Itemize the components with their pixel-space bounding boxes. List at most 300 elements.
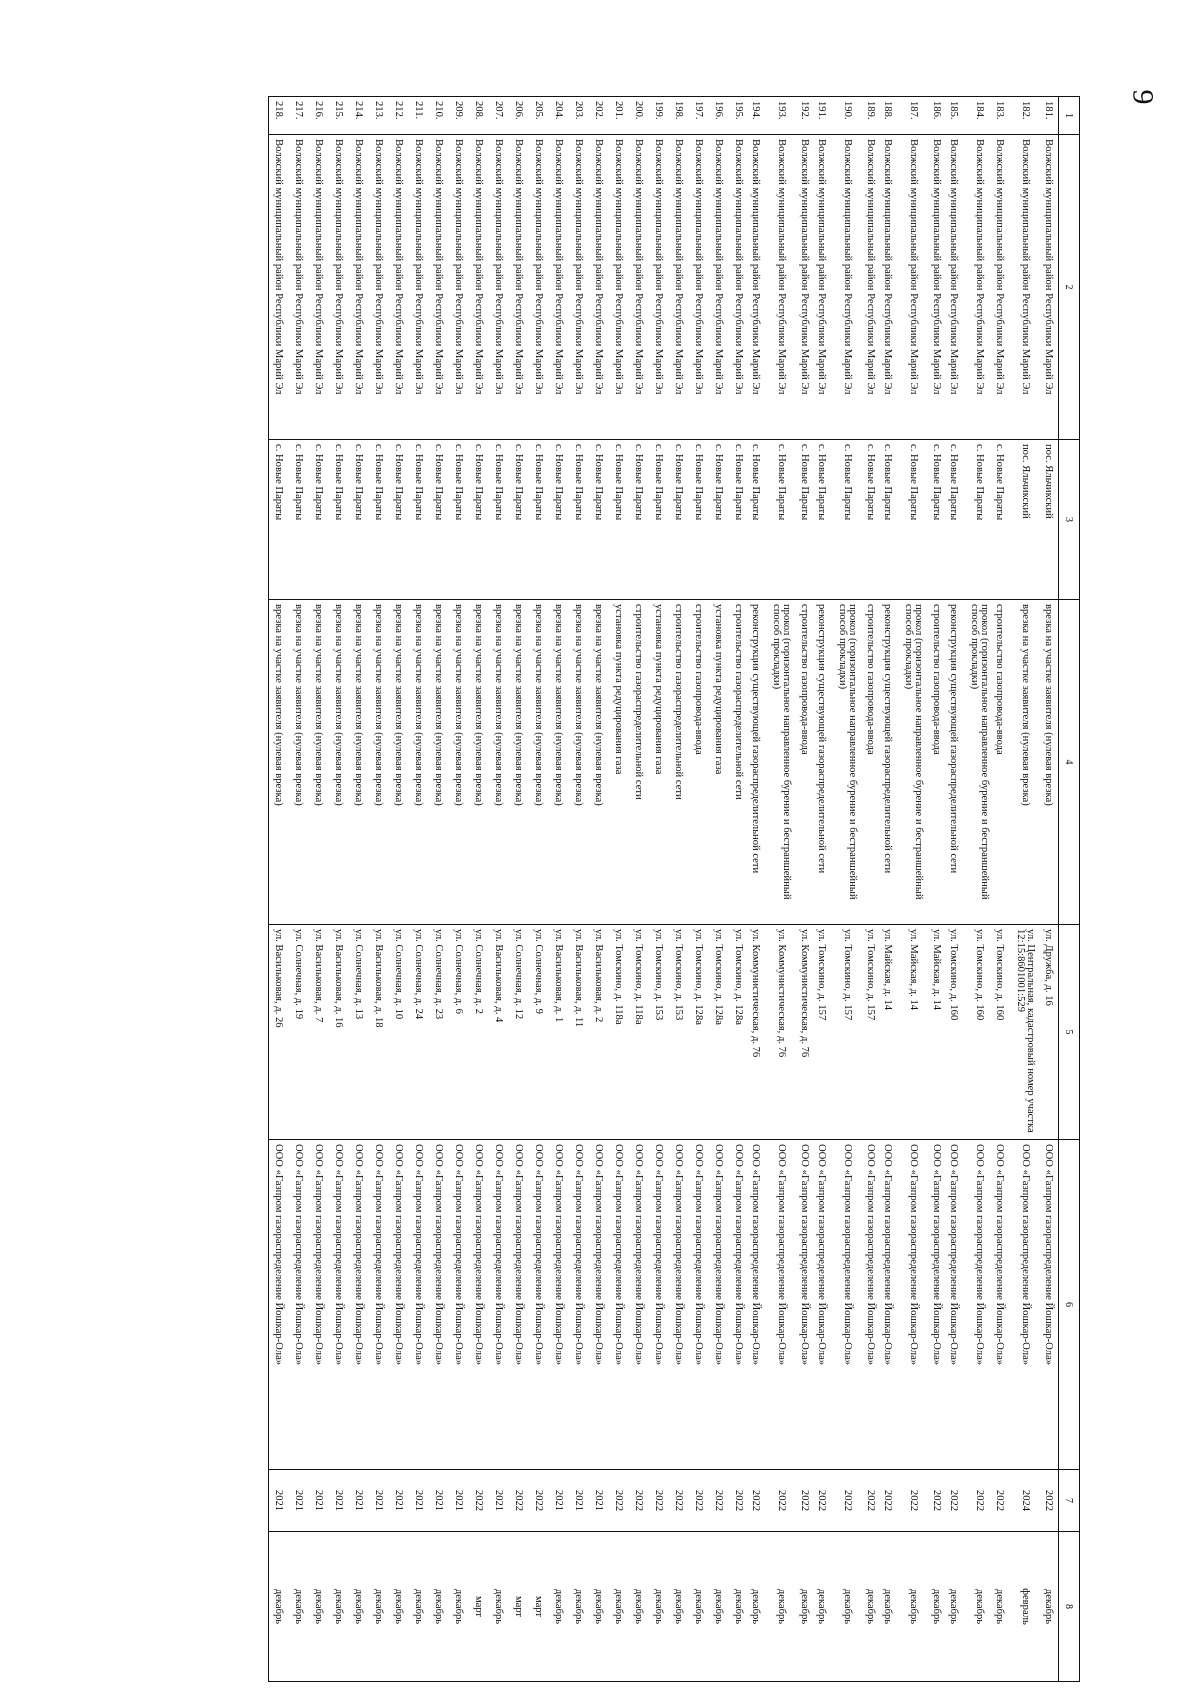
district-cell: Волжский муниципальный район Республики Марий Эл	[349, 135, 369, 440]
row-number-cell: 198.	[669, 97, 689, 135]
row-number-cell: 208.	[469, 97, 489, 135]
year-cell: 2021	[389, 1470, 409, 1532]
work-type-cell: врезка на участке заявителя (нулевая врезка)	[529, 600, 549, 925]
work-type-cell: строительство газораспределительной сети	[669, 600, 689, 925]
work-type-cell: строительство газораспределительной сети	[629, 600, 649, 925]
year-cell: 2022	[469, 1470, 489, 1532]
column-header: 4	[1059, 600, 1080, 925]
table-row	[409, 97, 429, 1682]
address-cell: ул. Солнечная, д. 10	[389, 925, 409, 1140]
address-cell: ул. Томскино, д. 160	[993, 925, 1013, 1140]
organization-cell: ООО «Газпром газораспределение Йошкар-Ола»	[927, 1140, 947, 1470]
table-row	[549, 97, 569, 1682]
address-cell: ул. Томскино, д. 160	[947, 925, 967, 1140]
year-cell: 2021	[549, 1470, 569, 1532]
table-row	[947, 97, 967, 1682]
month-cell: декабрь	[901, 1532, 927, 1682]
month-cell: декабрь	[549, 1532, 569, 1682]
month-cell: декабрь	[993, 1532, 1013, 1682]
row-number-cell: 211.	[409, 97, 429, 135]
year-cell: 2022	[769, 1470, 795, 1532]
settlement-cell: с. Новые Параты	[409, 440, 429, 600]
address-cell: ул. Солнечная, д. 9	[529, 925, 549, 1140]
work-type-cell: врезка на участке заявителя (нулевая врезка)	[549, 600, 569, 925]
district-cell: Волжский муниципальный район Республики Марий Эл	[509, 135, 529, 440]
year-cell: 2021	[309, 1470, 329, 1532]
district-cell: Волжский муниципальный район Республики Марий Эл	[369, 135, 389, 440]
table-row	[429, 97, 449, 1682]
address-cell: ул. Солнечная, д. 12	[509, 925, 529, 1140]
work-type-cell: установка пункта редуцирования газа	[709, 600, 729, 925]
settlement-cell: с. Новые Параты	[569, 440, 589, 600]
address-cell: ул. Томскино, д. 157	[835, 925, 861, 1140]
settlement-cell: с. Новые Параты	[349, 440, 369, 600]
address-cell: ул. Васильковая, д. 11	[569, 925, 589, 1140]
table-row	[901, 97, 927, 1682]
month-cell: декабрь	[369, 1532, 389, 1682]
year-cell: 2021	[329, 1470, 349, 1532]
work-type-cell: строительство газопровода-ввода	[861, 600, 881, 925]
settlement-cell: с. Новые Параты	[901, 440, 927, 600]
year-cell: 2022	[609, 1470, 629, 1532]
address-cell: ул. Томскино, д. 128а	[729, 925, 749, 1140]
page-number: 9	[1126, 89, 1160, 105]
organization-cell: ООО «Газпром газораспределение Йошкар-Ола»	[389, 1140, 409, 1470]
organization-cell: ООО «Газпром газораспределение Йошкар-Ола»	[429, 1140, 449, 1470]
work-type-cell: врезка на участке заявителя (нулевая врезка)	[309, 600, 329, 925]
year-cell: 2022	[729, 1470, 749, 1532]
month-cell: декабрь	[927, 1532, 947, 1682]
settlement-cell: с. Новые Параты	[649, 440, 669, 600]
organization-cell: ООО «Газпром газораспределение Йошкар-Ола»	[1039, 1140, 1059, 1470]
month-cell: декабрь	[669, 1532, 689, 1682]
row-number-cell: 206.	[509, 97, 529, 135]
district-cell: Волжский муниципальный район Республики Марий Эл	[389, 135, 409, 440]
district-cell: Волжский муниципальный район Республики Марий Эл	[289, 135, 309, 440]
table-row	[369, 97, 389, 1682]
organization-cell: ООО «Газпром газораспределение Йошкар-Ола»	[449, 1140, 469, 1470]
work-type-cell: установка пункта редуцирования газа	[649, 600, 669, 925]
district-cell: Волжский муниципальный район Республики Марий Эл	[967, 135, 993, 440]
settlement-cell: с. Новые Параты	[927, 440, 947, 600]
district-cell: Волжский муниципальный район Республики Марий Эл	[1013, 135, 1039, 440]
work-type-cell: прокол (горизонтальное направленное бурение и бестраншейный способ прокладки)	[967, 600, 993, 925]
address-cell: ул. Коммунистическая, д. 76	[769, 925, 795, 1140]
row-number-cell: 195.	[729, 97, 749, 135]
year-cell: 2022	[709, 1470, 729, 1532]
month-cell: декабрь	[429, 1532, 449, 1682]
table-header-row	[1059, 97, 1080, 1682]
address-cell: ул. Томскино, д. 157	[861, 925, 881, 1140]
year-cell: 2021	[369, 1470, 389, 1532]
table-row	[309, 97, 329, 1682]
district-cell: Волжский муниципальный район Республики Марий Эл	[901, 135, 927, 440]
organization-cell: ООО «Газпром газораспределение Йошкар-Ола»	[749, 1140, 769, 1470]
organization-cell: ООО «Газпром газораспределение Йошкар-Ола»	[649, 1140, 669, 1470]
row-number-cell: 189.	[861, 97, 881, 135]
table-row	[749, 97, 769, 1682]
table-row	[589, 97, 609, 1682]
month-cell: март	[529, 1532, 549, 1682]
row-number-cell: 215.	[329, 97, 349, 135]
month-cell: декабрь	[409, 1532, 429, 1682]
row-number-cell: 181.	[1039, 97, 1059, 135]
year-cell: 2022	[861, 1470, 881, 1532]
work-type-cell: строительство газопровода-ввода	[795, 600, 815, 925]
settlement-cell: с. Новые Параты	[449, 440, 469, 600]
organization-cell: ООО «Газпром газораспределение Йошкар-Ола»	[881, 1140, 901, 1470]
settlement-cell: пос. Яльчикский	[1013, 440, 1039, 600]
month-cell: декабрь	[795, 1532, 815, 1682]
settlement-cell: с. Новые Параты	[329, 440, 349, 600]
row-number-cell: 210.	[429, 97, 449, 135]
table-row	[289, 97, 309, 1682]
table-row	[1039, 97, 1059, 1682]
organization-cell: ООО «Газпром газораспределение Йошкар-Ола»	[709, 1140, 729, 1470]
organization-cell: ООО «Газпром газораспределение Йошкар-Ола»	[815, 1140, 835, 1470]
address-cell: ул. Томскино, д. 118а	[609, 925, 629, 1140]
table-row	[769, 97, 795, 1682]
table-row	[489, 97, 509, 1682]
month-cell: декабрь	[769, 1532, 795, 1682]
district-cell: Волжский муниципальный район Республики Марий Эл	[449, 135, 469, 440]
table-row	[269, 97, 289, 1682]
month-cell: февраль	[1013, 1532, 1039, 1682]
settlement-cell: с. Новые Параты	[429, 440, 449, 600]
settlement-cell: с. Новые Параты	[389, 440, 409, 600]
district-cell: Волжский муниципальный район Республики Марий Эл	[729, 135, 749, 440]
month-cell: декабрь	[1039, 1532, 1059, 1682]
address-cell: ул. Майская, д. 14	[901, 925, 927, 1140]
month-cell: декабрь	[709, 1532, 729, 1682]
year-cell: 2021	[289, 1470, 309, 1532]
settlement-cell: с. Новые Параты	[749, 440, 769, 600]
row-number-cell: 209.	[449, 97, 469, 135]
month-cell: декабрь	[309, 1532, 329, 1682]
address-cell: ул. Солнечная, д. 24	[409, 925, 429, 1140]
organization-cell: ООО «Газпром газораспределение Йошкар-Ола»	[729, 1140, 749, 1470]
settlement-cell: с. Новые Параты	[993, 440, 1013, 600]
table-row	[795, 97, 815, 1682]
district-cell: Волжский муниципальный район Республики Марий Эл	[469, 135, 489, 440]
table-row	[993, 97, 1013, 1682]
table-body	[269, 97, 1059, 1682]
month-cell: декабрь	[649, 1532, 669, 1682]
table-row	[729, 97, 749, 1682]
settlement-cell: с. Новые Параты	[947, 440, 967, 600]
work-type-cell: реконструкция существующей газораспределительной сети	[815, 600, 835, 925]
row-number-cell: 204.	[549, 97, 569, 135]
year-cell: 2022	[1039, 1470, 1059, 1532]
work-type-cell: врезка на участке заявителя (нулевая врезка)	[409, 600, 429, 925]
organization-cell: ООО «Газпром газораспределение Йошкар-Ола»	[901, 1140, 927, 1470]
table-row	[389, 97, 409, 1682]
column-header: 6	[1059, 1140, 1080, 1470]
row-number-cell: 196.	[709, 97, 729, 135]
organization-cell: ООО «Газпром газораспределение Йошкар-Ола»	[947, 1140, 967, 1470]
organization-cell: ООО «Газпром газораспределение Йошкар-Ола»	[589, 1140, 609, 1470]
address-cell: ул. Коммунистическая, д. 76	[795, 925, 815, 1140]
column-header: 8	[1059, 1532, 1080, 1682]
organization-cell: ООО «Газпром газораспределение Йошкар-Ола»	[835, 1140, 861, 1470]
year-cell: 2022	[749, 1470, 769, 1532]
district-cell: Волжский муниципальный район Республики Марий Эл	[993, 135, 1013, 440]
table-row	[967, 97, 993, 1682]
row-number-cell: 212.	[389, 97, 409, 135]
district-cell: Волжский муниципальный район Республики Марий Эл	[429, 135, 449, 440]
year-cell: 2022	[649, 1470, 669, 1532]
work-type-cell: врезка на участке заявителя (нулевая врезка)	[429, 600, 449, 925]
work-type-cell: врезка на участке заявителя (нулевая врезка)	[349, 600, 369, 925]
district-cell: Волжский муниципальный район Республики Марий Эл	[861, 135, 881, 440]
work-type-cell: врезка на участке заявителя (нулевая врезка)	[569, 600, 589, 925]
settlement-cell: с. Новые Параты	[269, 440, 289, 600]
table-row	[815, 97, 835, 1682]
year-cell: 2022	[509, 1470, 529, 1532]
month-cell: декабрь	[749, 1532, 769, 1682]
table-row	[835, 97, 861, 1682]
organization-cell: ООО «Газпром газораспределение Йошкар-Ола»	[409, 1140, 429, 1470]
settlement-cell: с. Новые Параты	[609, 440, 629, 600]
year-cell: 2024	[1013, 1470, 1039, 1532]
district-cell: Волжский муниципальный район Республики Марий Эл	[309, 135, 329, 440]
row-number-cell: 192.	[795, 97, 815, 135]
row-number-cell: 199.	[649, 97, 669, 135]
month-cell: декабрь	[835, 1532, 861, 1682]
row-number-cell: 194.	[749, 97, 769, 135]
month-cell: декабрь	[349, 1532, 369, 1682]
row-number-cell: 193.	[769, 97, 795, 135]
district-cell: Волжский муниципальный район Республики Марий Эл	[629, 135, 649, 440]
settlement-cell: с. Новые Параты	[529, 440, 549, 600]
row-number-cell: 188.	[881, 97, 901, 135]
work-type-cell: врезка на участке заявителя (нулевая врезка)	[1039, 600, 1059, 925]
year-cell: 2021	[269, 1470, 289, 1532]
row-number-cell: 186.	[927, 97, 947, 135]
address-cell: ул. Майская, д. 14	[927, 925, 947, 1140]
organization-cell: ООО «Газпром газораспределение Йошкар-Ола»	[609, 1140, 629, 1470]
year-cell: 2022	[529, 1470, 549, 1532]
row-number-cell: 184.	[967, 97, 993, 135]
year-cell: 2022	[927, 1470, 947, 1532]
organization-cell: ООО «Газпром газораспределение Йошкар-Ола»	[469, 1140, 489, 1470]
row-number-cell: 185.	[947, 97, 967, 135]
work-type-cell: врезка на участке заявителя (нулевая врезка)	[589, 600, 609, 925]
table-row	[927, 97, 947, 1682]
row-number-cell: 205.	[529, 97, 549, 135]
row-number-cell: 202.	[589, 97, 609, 135]
district-cell: Волжский муниципальный район Республики Марий Эл	[649, 135, 669, 440]
month-cell: март	[469, 1532, 489, 1682]
district-cell: Волжский муниципальный район Республики Марий Эл	[549, 135, 569, 440]
organization-cell: ООО «Газпром газораспределение Йошкар-Ола»	[269, 1140, 289, 1470]
organization-cell: ООО «Газпром газораспределение Йошкар-Ола»	[629, 1140, 649, 1470]
table-row	[881, 97, 901, 1682]
district-cell: Волжский муниципальный район Республики Марий Эл	[489, 135, 509, 440]
gasification-table	[268, 96, 1080, 1682]
organization-cell: ООО «Газпром газораспределение Йошкар-Ола»	[549, 1140, 569, 1470]
column-header: 5	[1059, 925, 1080, 1140]
settlement-cell: с. Новые Параты	[861, 440, 881, 600]
address-cell: ул. Васильковая, д. 7	[309, 925, 329, 1140]
table-row	[529, 97, 549, 1682]
settlement-cell: с. Новые Параты	[369, 440, 389, 600]
settlement-cell: с. Новые Параты	[509, 440, 529, 600]
work-type-cell: реконструкция существующей газораспределительной сети	[749, 600, 769, 925]
table-row	[509, 97, 529, 1682]
row-number-cell: 183.	[993, 97, 1013, 135]
settlement-cell: с. Новые Параты	[795, 440, 815, 600]
table-row	[861, 97, 881, 1682]
organization-cell: ООО «Газпром газораспределение Йошкар-Ола»	[669, 1140, 689, 1470]
month-cell: декабрь	[269, 1532, 289, 1682]
column-header: 3	[1059, 440, 1080, 600]
address-cell: ул. Солнечная, д. 23	[429, 925, 449, 1140]
month-cell: декабрь	[449, 1532, 469, 1682]
address-cell: ул. Томскино, д. 157	[815, 925, 835, 1140]
organization-cell: ООО «Газпром газораспределение Йошкар-Ола»	[529, 1140, 549, 1470]
year-cell: 2021	[489, 1470, 509, 1532]
table-row	[1013, 97, 1039, 1682]
year-cell: 2021	[429, 1470, 449, 1532]
work-type-cell: прокол (горизонтальное направленное бурение и бестраншейный способ прокладки)	[901, 600, 927, 925]
year-cell: 2022	[993, 1470, 1013, 1532]
organization-cell: ООО «Газпром газораспределение Йошкар-Ола»	[309, 1140, 329, 1470]
address-cell: ул. Майская, д. 14	[881, 925, 901, 1140]
address-cell: ул. Томскино, д. 128а	[689, 925, 709, 1140]
work-type-cell: строительство газопровода-ввода	[993, 600, 1013, 925]
work-type-cell: врезка на участке заявителя (нулевая врезка)	[469, 600, 489, 925]
district-cell: Волжский муниципальный район Республики Марий Эл	[709, 135, 729, 440]
table-row	[629, 97, 649, 1682]
address-cell: ул. Васильковая, д. 18	[369, 925, 389, 1140]
organization-cell: ООО «Газпром газораспределение Йошкар-Ола»	[967, 1140, 993, 1470]
row-number-cell: 190.	[835, 97, 861, 135]
year-cell: 2022	[881, 1470, 901, 1532]
district-cell: Волжский муниципальный район Республики Марий Эл	[815, 135, 835, 440]
year-cell: 2022	[815, 1470, 835, 1532]
table-row	[329, 97, 349, 1682]
settlement-cell: с. Новые Параты	[669, 440, 689, 600]
district-cell: Волжский муниципальный район Республики Марий Эл	[609, 135, 629, 440]
settlement-cell: с. Новые Параты	[835, 440, 861, 600]
address-cell: ул. Томскино, д. 153	[649, 925, 669, 1140]
month-cell: декабрь	[489, 1532, 509, 1682]
table-row	[609, 97, 629, 1682]
row-number-cell: 214.	[349, 97, 369, 135]
work-type-cell: реконструкция существующей газораспределительной сети	[947, 600, 967, 925]
month-cell: декабрь	[629, 1532, 649, 1682]
address-cell: ул. Томскино, д. 153	[669, 925, 689, 1140]
district-cell: Волжский муниципальный район Республики Марий Эл	[947, 135, 967, 440]
row-number-cell: 191.	[815, 97, 835, 135]
address-cell: ул. Васильковая, д. 1	[549, 925, 569, 1140]
month-cell: декабрь	[609, 1532, 629, 1682]
district-cell: Волжский муниципальный район Республики Марий Эл	[329, 135, 349, 440]
month-cell: декабрь	[947, 1532, 967, 1682]
organization-cell: ООО «Газпром газораспределение Йошкар-Ола»	[289, 1140, 309, 1470]
settlement-cell: с. Новые Параты	[309, 440, 329, 600]
work-type-cell: врезка на участке заявителя (нулевая врезка)	[289, 600, 309, 925]
address-cell: ул. Васильковая, д. 4	[489, 925, 509, 1140]
column-header: 1	[1059, 97, 1080, 135]
address-cell: ул. Центральная, кадастровый номер участка 12:15:8601001:529	[1013, 925, 1039, 1140]
row-number-cell: 187.	[901, 97, 927, 135]
address-cell: ул. Солнечная, д. 2	[469, 925, 489, 1140]
table-row	[469, 97, 489, 1682]
row-number-cell: 201.	[609, 97, 629, 135]
year-cell: 2022	[795, 1470, 815, 1532]
settlement-cell: с. Новые Параты	[729, 440, 749, 600]
year-cell: 2022	[689, 1470, 709, 1532]
settlement-cell: с. Новые Параты	[709, 440, 729, 600]
settlement-cell: с. Новые Параты	[589, 440, 609, 600]
organization-cell: ООО «Газпром газораспределение Йошкар-Ола»	[369, 1140, 389, 1470]
year-cell: 2022	[901, 1470, 927, 1532]
district-cell: Волжский муниципальный район Республики Марий Эл	[795, 135, 815, 440]
district-cell: Волжский муниципальный район Республики Марий Эл	[927, 135, 947, 440]
work-type-cell: врезка на участке заявителя (нулевая врезка)	[389, 600, 409, 925]
organization-cell: ООО «Газпром газораспределение Йошкар-Ола»	[689, 1140, 709, 1470]
settlement-cell: с. Новые Параты	[289, 440, 309, 600]
organization-cell: ООО «Газпром газораспределение Йошкар-Ола»	[489, 1140, 509, 1470]
row-number-cell: 216.	[309, 97, 329, 135]
year-cell: 2021	[589, 1470, 609, 1532]
address-cell: ул. Дружба, д. 16	[1039, 925, 1059, 1140]
month-cell: март	[509, 1532, 529, 1682]
work-type-cell: реконструкция существующей газораспределительной сети	[881, 600, 901, 925]
row-number-cell: 207.	[489, 97, 509, 135]
year-cell: 2021	[409, 1470, 429, 1532]
month-cell: декабрь	[967, 1532, 993, 1682]
settlement-cell: с. Новые Параты	[489, 440, 509, 600]
settlement-cell: с. Новые Параты	[881, 440, 901, 600]
district-cell: Волжский муниципальный район Республики Марий Эл	[269, 135, 289, 440]
work-type-cell: врезка на участке заявителя (нулевая врезка)	[369, 600, 389, 925]
organization-cell: ООО «Газпром газораспределение Йошкар-Ола»	[349, 1140, 369, 1470]
address-cell: ул. Солнечная, д. 13	[349, 925, 369, 1140]
settlement-cell: пос. Яльчикский	[1039, 440, 1059, 600]
organization-cell: ООО «Газпром газораспределение Йошкар-Ола»	[1013, 1140, 1039, 1470]
month-cell: декабрь	[861, 1532, 881, 1682]
district-cell: Волжский муниципальный район Республики Марий Эл	[589, 135, 609, 440]
row-number-cell: 218.	[269, 97, 289, 135]
address-cell: ул. Томскино, д. 160	[967, 925, 993, 1140]
row-number-cell: 203.	[569, 97, 589, 135]
table-row	[709, 97, 729, 1682]
year-cell: 2022	[967, 1470, 993, 1532]
settlement-cell: с. Новые Параты	[689, 440, 709, 600]
year-cell: 2022	[947, 1470, 967, 1532]
year-cell: 2021	[569, 1470, 589, 1532]
district-cell: Волжский муниципальный район Республики Марий Эл	[769, 135, 795, 440]
address-cell: ул. Васильковая, д. 26	[269, 925, 289, 1140]
year-cell: 2022	[835, 1470, 861, 1532]
work-type-cell: прокол (горизонтальное направленное бурение и бестраншейный способ прокладки)	[769, 600, 795, 925]
district-cell: Волжский муниципальный район Республики Марий Эл	[669, 135, 689, 440]
column-header: 2	[1059, 135, 1080, 440]
organization-cell: ООО «Газпром газораспределение Йошкар-Ола»	[861, 1140, 881, 1470]
district-cell: Волжский муниципальный район Республики Марий Эл	[1039, 135, 1059, 440]
address-cell: ул. Васильковая, д. 16	[329, 925, 349, 1140]
year-cell: 2022	[669, 1470, 689, 1532]
organization-cell: ООО «Газпром газораспределение Йошкар-Ола»	[509, 1140, 529, 1470]
address-cell: ул. Томскино, д. 118а	[629, 925, 649, 1140]
year-cell: 2022	[629, 1470, 649, 1532]
month-cell: декабрь	[815, 1532, 835, 1682]
work-type-cell: врезка на участке заявителя (нулевая врезка)	[269, 600, 289, 925]
settlement-cell: с. Новые Параты	[549, 440, 569, 600]
